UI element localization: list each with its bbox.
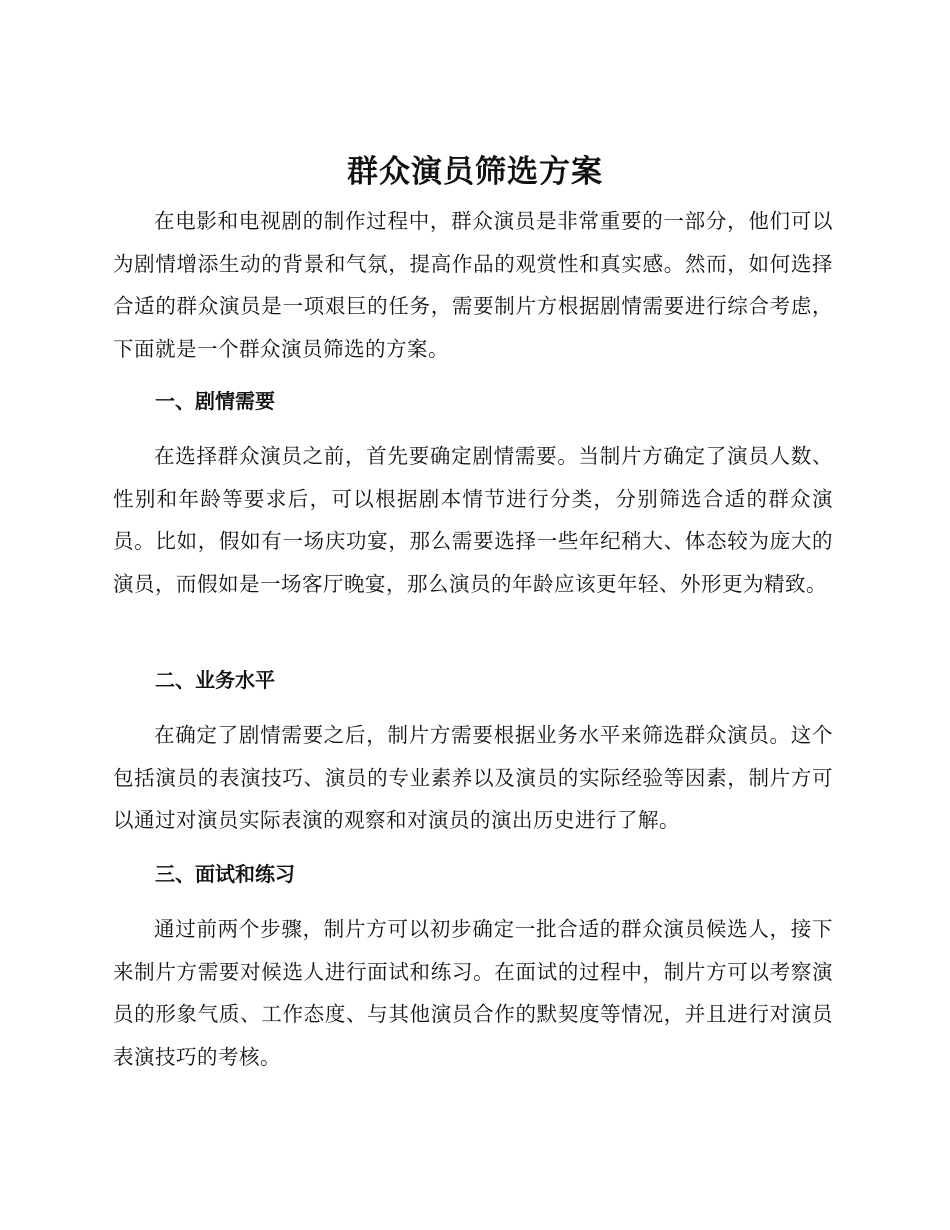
intro-paragraph: 在电影和电视剧的制作过程中，群众演员是非常重要的一部分，他们可以为剧情增添生动的背景和气氛，提高作品的观赏性和真实感。然而，如何选择合适的群众演员是一项艰巨的任务，需要制片方根据剧情需要进行综合考虑，下面就是一个群众演员筛选的方案。 — [113, 209, 833, 361]
document-title: 群众演员筛选方案 — [347, 154, 603, 190]
section-body-skill-level: 在确定了剧情需要之后，制片方需要根据业务水平来筛选群众演员。这个包括演员的表演技巧、演员的专业素养以及演员的实际经验等因素，制片方可以通过对演员实际表演的观察和对演员的演出历史进行了解。 — [113, 723, 833, 832]
section-body-plot-needs: 在选择群众演员之前，首先要确定剧情需要。当制片方确定了演员人数、性别和年龄等要求后，可以根据剧本情节进行分类，分别筛选合适的群众演员。比如，假如有一场庆功宴，那么需要选择一些年纪稍大、体态较为庞大的演员，而假如是一场客厅晚宴，那么演员的年龄应该更年轻、外形更为精致。 — [113, 444, 833, 596]
section-heading-plot-needs: 一、剧情需要 — [155, 389, 275, 413]
section-body-interview-practice: 通过前两个步骤，制片方可以初步确定一批合适的群众演员候选人，接下来制片方需要对候选人进行面试和练习。在面试的过程中，制片方可以考察演员的形象气质、工作态度、与其他演员合作的默契度等情况，并且进行对演员表演技巧的考核。 — [113, 917, 833, 1069]
section-heading-skill-level: 二、业务水平 — [155, 668, 275, 692]
section-heading-interview-practice: 三、面试和练习 — [155, 862, 295, 886]
